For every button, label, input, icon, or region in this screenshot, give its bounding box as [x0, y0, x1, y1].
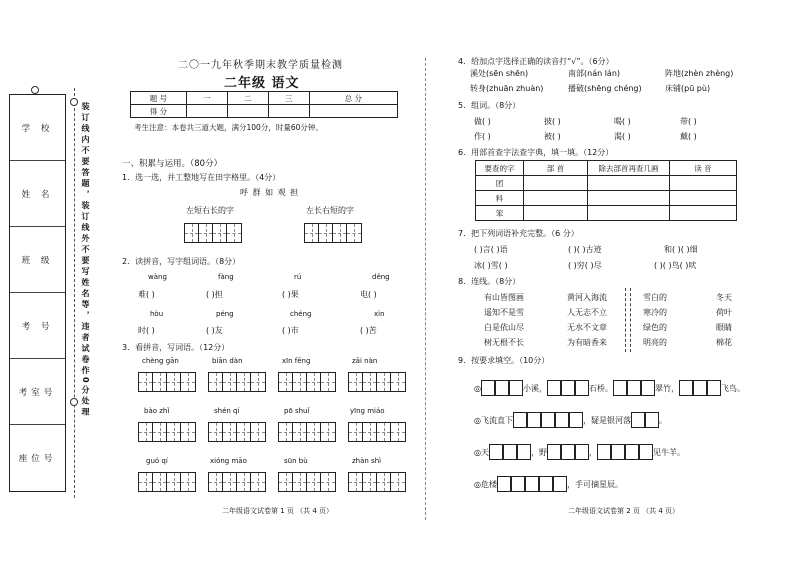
- dict-header: 除去部首再查几画: [588, 161, 670, 176]
- q9-line-1: [474, 380, 745, 396]
- answer-box[interactable]: [517, 444, 531, 460]
- writing-grid[interactable]: [348, 422, 406, 442]
- q2-blank[interactable]: ( )友: [206, 326, 223, 335]
- q2-blank[interactable]: ( )担: [206, 290, 223, 299]
- q2-blank[interactable]: 电( ): [360, 290, 377, 299]
- name-label: 姓 名: [10, 161, 65, 227]
- answer-box[interactable]: [561, 380, 575, 396]
- writing-grid[interactable]: [138, 422, 196, 442]
- dict-cell[interactable]: [524, 176, 588, 191]
- answer-box[interactable]: [631, 412, 645, 428]
- dict-header: 读 音: [670, 161, 737, 176]
- q9-text: ，手可摘星辰。: [566, 479, 623, 489]
- answer-box[interactable]: [481, 380, 495, 396]
- answer-box[interactable]: [569, 412, 583, 428]
- q9-text: 见牛羊。: [652, 447, 685, 457]
- answer-box[interactable]: [645, 412, 659, 428]
- dict-cell[interactable]: [670, 176, 737, 191]
- answer-box[interactable]: [509, 380, 523, 396]
- pinyin-label: hòu: [150, 310, 164, 318]
- binding-instruction: 装订线内不要答题，装订线外不要写姓名等，违者试卷作0分处理: [81, 102, 90, 419]
- pinyin-label: děng: [372, 273, 390, 281]
- binding-hole-icon: [31, 86, 39, 94]
- school-label: 学 校: [10, 95, 65, 161]
- match-item[interactable]: 无水不文章: [567, 323, 607, 332]
- q9-text: 。: [658, 415, 667, 425]
- answer-box[interactable]: [525, 476, 539, 492]
- dict-cell[interactable]: [588, 191, 670, 206]
- answer-box[interactable]: [707, 380, 721, 396]
- match-item[interactable]: 雪白的: [643, 293, 667, 302]
- q2-blank[interactable]: ( )苦: [360, 326, 377, 335]
- answer-box[interactable]: [527, 412, 541, 428]
- pinyin-label: guó qí: [146, 457, 168, 465]
- q9-text: ，: [588, 447, 597, 457]
- q9-text: ◎: [474, 383, 481, 393]
- match-item[interactable]: 眼睛: [716, 323, 732, 332]
- q5-blank[interactable]: 喝( ): [614, 117, 631, 126]
- q1-title: 1．选一选，并工整地写在田字格里。（4分）: [122, 173, 281, 182]
- q9-line-2: [474, 412, 667, 428]
- q9-line-4: [474, 476, 623, 492]
- page-footer-left: 二年级语文试卷第 1 页 （共 4 页）: [222, 507, 334, 515]
- pinyin-label: péng: [216, 310, 234, 318]
- q4-option[interactable]: 播破(shēng chéng): [568, 84, 642, 93]
- q9-text: 飞鸟。: [720, 383, 745, 393]
- dict-char: 料: [476, 191, 524, 206]
- writing-grid[interactable]: [208, 372, 266, 392]
- exam-number-label: 考 号: [10, 293, 65, 359]
- answer-box[interactable]: [625, 444, 639, 460]
- score-cell[interactable]: [268, 105, 309, 118]
- pinyin-label: chéng: [290, 310, 312, 318]
- pinyin-label: xióng māo: [210, 457, 247, 465]
- writing-grid[interactable]: [278, 472, 336, 492]
- score-header-cell: 题 号: [131, 92, 187, 105]
- pinyin-label: shén qí: [214, 407, 240, 415]
- answer-box[interactable]: [513, 412, 527, 428]
- q5-blank[interactable]: 做( ): [474, 117, 491, 126]
- matching-divider: [625, 288, 626, 352]
- match-item[interactable]: 有山皆图画: [484, 293, 524, 302]
- q2-blank[interactable]: 时( ): [138, 326, 155, 335]
- score-header-cell: 二: [227, 92, 268, 105]
- writing-grid[interactable]: [138, 472, 196, 492]
- q9-line-3: [474, 444, 685, 460]
- q5-blank[interactable]: 披( ): [544, 117, 561, 126]
- seat-number-label: 座位号: [18, 454, 57, 464]
- q5-title: 5．组词。（8分）: [458, 101, 521, 110]
- matching-divider: [630, 288, 631, 352]
- answer-box[interactable]: [511, 476, 525, 492]
- answer-box[interactable]: [489, 444, 503, 460]
- answer-box[interactable]: [497, 476, 511, 492]
- section-1-title: 一、积累与运用。（80分）: [122, 159, 223, 169]
- answer-box[interactable]: [555, 412, 569, 428]
- exam-room-label: 考室号: [10, 359, 65, 425]
- q7-blank[interactable]: ( )穷( )尽: [568, 261, 602, 270]
- match-item[interactable]: 黄河入海流: [567, 293, 607, 302]
- score-cell[interactable]: [187, 105, 228, 118]
- q9-text: 小溪，: [522, 383, 547, 393]
- pinyin-label: fàng: [218, 273, 234, 281]
- match-item[interactable]: 冬天: [716, 293, 732, 302]
- binding-line: [74, 88, 75, 498]
- answer-box[interactable]: [541, 412, 555, 428]
- answer-box[interactable]: [639, 444, 653, 460]
- q9-text: ◎飞流直下: [474, 415, 513, 425]
- q7-blank[interactable]: ( )( )鸟( )吠: [654, 261, 697, 270]
- writing-grid[interactable]: [184, 223, 242, 243]
- q7-blank[interactable]: ( )言( )语: [474, 245, 508, 254]
- dict-cell[interactable]: [588, 176, 670, 191]
- class-label: 班 级: [10, 227, 65, 293]
- student-info-box: [9, 94, 66, 492]
- match-item[interactable]: 为有暗香来: [567, 338, 607, 347]
- binding-hole-icon: [70, 98, 78, 106]
- match-item[interactable]: 树无根不长: [484, 338, 524, 347]
- answer-box[interactable]: [503, 444, 517, 460]
- q7-blank[interactable]: 冰( )雪( ): [474, 261, 508, 270]
- match-item[interactable]: 荷叶: [716, 308, 732, 317]
- q9-text: ，疑是银河落: [582, 415, 631, 425]
- score-cell[interactable]: [227, 105, 268, 118]
- answer-box[interactable]: [693, 380, 707, 396]
- dict-cell[interactable]: [670, 191, 737, 206]
- pinyin-label: xìn: [374, 310, 385, 318]
- answer-box[interactable]: [627, 380, 641, 396]
- q1-chars: 呼 群 如 观 担: [240, 188, 300, 197]
- q2-blank[interactable]: ( )果: [282, 290, 299, 299]
- answer-box[interactable]: [641, 380, 655, 396]
- q6-title: 6．用部首查字法查字典，填一填。（12分）: [458, 148, 614, 157]
- pinyin-label: yīng miáo: [350, 407, 385, 415]
- dict-header: 要查的字: [476, 161, 524, 176]
- dict-cell[interactable]: [524, 191, 588, 206]
- q5-blank[interactable]: 带( ): [680, 117, 697, 126]
- q2-blank[interactable]: ( )市: [282, 326, 299, 335]
- answer-box[interactable]: [553, 476, 567, 492]
- subject-title: 二年级 语文: [224, 76, 300, 91]
- binding-hole-icon: [70, 398, 78, 406]
- answer-box[interactable]: [561, 444, 575, 460]
- dict-cell[interactable]: [588, 206, 670, 221]
- q4-option[interactable]: 床铺(pū pù): [665, 84, 711, 93]
- pinyin-label: chèng gān: [142, 357, 179, 365]
- q9-text: ，野: [530, 447, 547, 457]
- dict-char: 团: [476, 176, 524, 191]
- writing-grid[interactable]: [348, 372, 406, 392]
- q5-blank[interactable]: 作( ): [474, 132, 491, 141]
- pinyin-label: zāi nàn: [352, 357, 378, 365]
- writing-grid[interactable]: [278, 372, 336, 392]
- score-header-cell: 三: [268, 92, 309, 105]
- q4-title: 4．给加点字选择正确的读音打“√”。（6分）: [458, 57, 614, 66]
- q8-title: 8．连线。（8分）: [458, 277, 521, 286]
- pinyin-label: pō shuǐ: [284, 407, 310, 415]
- writing-grid[interactable]: [208, 472, 266, 492]
- q9-text: ◎危楼: [474, 479, 497, 489]
- answer-box[interactable]: [611, 444, 625, 460]
- score-header-cell: 一: [187, 92, 228, 105]
- pinyin-label: bào zhǐ: [144, 407, 170, 415]
- answer-box[interactable]: [613, 380, 627, 396]
- page-fold-line: [425, 58, 426, 520]
- q3-title: 3．看拼音，写词语。（12分）: [122, 343, 230, 352]
- q1-right-label: 左长右短的字: [306, 206, 354, 215]
- writing-grid[interactable]: [208, 422, 266, 442]
- score-cell[interactable]: [309, 105, 397, 118]
- q2-blank[interactable]: 难( ): [138, 290, 155, 299]
- pinyin-label: biān dàn: [212, 357, 243, 365]
- exam-notice: 考生注意：本卷共三道大题，满分100分，时量60分钟。: [134, 123, 323, 132]
- score-table: [130, 91, 398, 118]
- match-item[interactable]: 棉花: [716, 338, 732, 347]
- dict-cell[interactable]: [670, 206, 737, 221]
- score-row-label: 得 分: [131, 105, 187, 118]
- q5-blank[interactable]: 渴( ): [614, 132, 631, 141]
- q7-blank[interactable]: 和( )( )细: [664, 245, 698, 254]
- q1-left-label: 左短右长的字: [186, 206, 234, 215]
- dict-cell[interactable]: [524, 206, 588, 221]
- q5-blank[interactable]: 被( ): [544, 132, 561, 141]
- writing-grid[interactable]: [278, 422, 336, 442]
- pinyin-label: sūn bù: [284, 457, 308, 465]
- match-item[interactable]: 绿色的: [643, 323, 667, 332]
- writing-grid[interactable]: [304, 223, 362, 243]
- answer-box[interactable]: [575, 444, 589, 460]
- binding-sidebar: [6, 88, 101, 498]
- q9-title: 9．按要求填空。（10分）: [458, 356, 550, 365]
- match-item[interactable]: 明亮的: [643, 338, 667, 347]
- answer-box[interactable]: [597, 444, 611, 460]
- q7-title: 7．把下列词语补充完整。（6 分）: [458, 229, 579, 238]
- score-header-cell: 总 分: [309, 92, 397, 105]
- exam-title: 二〇一九年秋季期末教学质量检测: [178, 60, 343, 71]
- q9-text: 翠竹，: [654, 383, 679, 393]
- q7-blank[interactable]: ( )( )古迹: [568, 245, 602, 254]
- dict-char: 笨: [476, 206, 524, 221]
- answer-box[interactable]: [679, 380, 693, 396]
- match-item[interactable]: 白是依山尽: [484, 323, 524, 332]
- pinyin-label: wàng: [148, 273, 167, 281]
- q9-text: 石桥。: [588, 383, 613, 393]
- dict-header: 部 首: [524, 161, 588, 176]
- answer-box[interactable]: [547, 444, 561, 460]
- q4-option[interactable]: 转身(zhuān zhuàn): [470, 84, 544, 93]
- match-item[interactable]: 人无志不立: [567, 308, 607, 317]
- q4-option[interactable]: 南部(nán lán): [568, 69, 621, 78]
- pinyin-label: xīn fēng: [282, 357, 311, 365]
- match-item[interactable]: 寒冷的: [643, 308, 667, 317]
- q4-option[interactable]: 阵地(zhèn zhèng): [665, 69, 734, 78]
- answer-box[interactable]: [575, 380, 589, 396]
- writing-grid[interactable]: [348, 472, 406, 492]
- answer-box[interactable]: [547, 380, 561, 396]
- answer-box[interactable]: [539, 476, 553, 492]
- dictionary-table: [475, 160, 737, 221]
- q2-title: 2．读拼音，写字组词语。（8分）: [122, 257, 241, 266]
- page-footer-right: 二年级语文试卷第 2 页 （共 4 页）: [568, 507, 680, 515]
- match-item[interactable]: 遥知不是雪: [484, 308, 524, 317]
- answer-box[interactable]: [495, 380, 509, 396]
- q5-blank[interactable]: 戴( ): [680, 132, 697, 141]
- pinyin-label: zhàn shì: [352, 457, 382, 465]
- writing-grid[interactable]: [138, 372, 196, 392]
- q4-option[interactable]: 溪处(sēn shēn): [470, 69, 529, 78]
- q9-text: ◎天: [474, 447, 489, 457]
- pinyin-label: rú: [294, 273, 302, 281]
